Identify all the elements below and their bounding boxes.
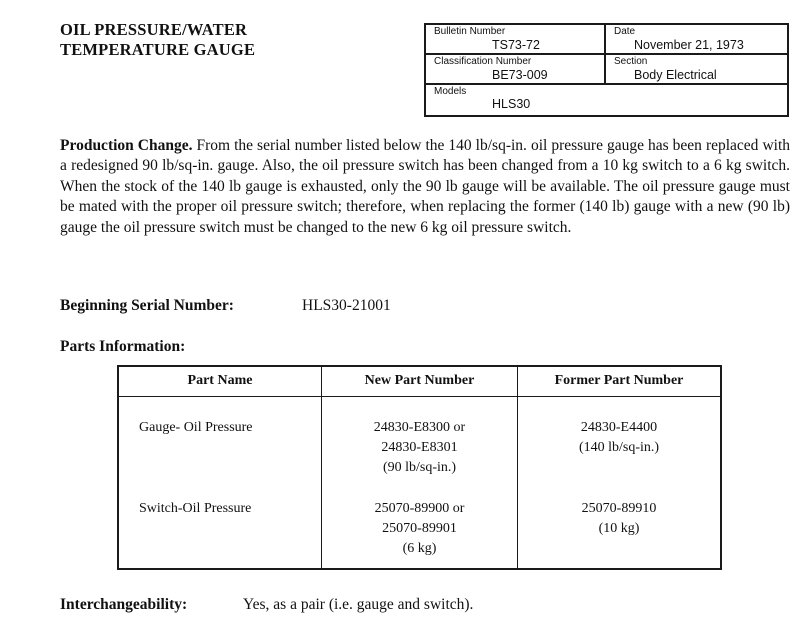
new-part-number-cell: 25070-89900 or (374, 501, 465, 516)
serial-number-label: Beginning Serial Number: (60, 297, 234, 314)
interchangeability-label: Interchangeability: (60, 596, 188, 613)
classification-value: BE73-009 (492, 68, 548, 82)
date-label: Date (614, 26, 636, 37)
parts-information-heading: Parts Information: (60, 338, 186, 355)
new-part-number-cell: 25070-89901 (382, 521, 457, 536)
date-cell (606, 25, 787, 55)
models-value: HLS30 (492, 97, 531, 111)
former-part-number-cell: 25070-89910 (581, 501, 657, 516)
former-part-number-column (518, 367, 720, 568)
bulletin-number-cell (426, 25, 606, 55)
serial-number-value: HLS30-21001 (302, 297, 391, 314)
section-value: Body Electrical (634, 68, 717, 82)
column-header-former-part-number: Former Part Number (554, 373, 684, 388)
production-change-paragraph (60, 136, 790, 238)
interchangeability-value: Yes, as a pair (i.e. gauge and switch). (243, 596, 474, 613)
title-line: OIL PRESSURE/WATER (60, 20, 248, 39)
new-part-note-cell: (6 kg) (402, 541, 437, 556)
new-part-number-cell: 24830-E8301 (381, 440, 458, 455)
part-name-cell: Switch-Oil Pressure (139, 501, 252, 516)
classification-cell (426, 55, 606, 85)
section-cell (606, 55, 787, 85)
bulletin-info-box (424, 23, 789, 117)
new-part-number-column (322, 367, 518, 568)
title-line: TEMPERATURE GAUGE (60, 40, 256, 59)
classification-label: Classification Number (434, 56, 532, 67)
parts-table (117, 365, 722, 570)
bulletin-number-label: Bulletin Number (434, 26, 506, 37)
models-label: Models (434, 86, 467, 97)
document-title (60, 20, 255, 60)
section-label: Section (614, 56, 648, 67)
column-header-part-name: Part Name (187, 373, 253, 388)
new-part-number-cell: 24830-E8300 or (373, 420, 466, 435)
new-part-note-cell: (90 lb/sq-in.) (382, 460, 457, 475)
models-cell (426, 85, 787, 115)
part-name-column (119, 367, 322, 568)
former-part-number-cell: 24830-E4400 (580, 420, 658, 435)
table-header-divider (119, 396, 720, 397)
part-name-cell: Gauge- Oil Pressure (139, 420, 253, 435)
date-value: November 21, 1973 (634, 38, 744, 52)
former-part-note-cell: (10 kg) (598, 521, 640, 536)
production-change-heading: Production Change. (60, 137, 193, 154)
column-header-new-part-number: New Part Number (364, 373, 475, 388)
production-change-text: From the serial number listed below the 140 lb/sq-in. oil pressure gauge has been replaced with a redesigned 90 lb/sq-in. gauge. Also, the oil pressure switch has been changed from a 10 kg switch to a 6 kg switch. When the stock of the 140 lb gauge is exhausted, only the 90 lb gauge will be available. The oil pressure gauge must be mated with the proper oil pressure switch; therefore, when replacing the former (140 lb) gauge with a new (90 lb) gauge the oil pressure switch must be changed to the new 6 kg oil pressure switch. (60, 137, 790, 236)
bulletin-number-value: TS73-72 (492, 38, 540, 52)
former-part-note-cell: (140 lb/sq-in.) (578, 440, 660, 455)
